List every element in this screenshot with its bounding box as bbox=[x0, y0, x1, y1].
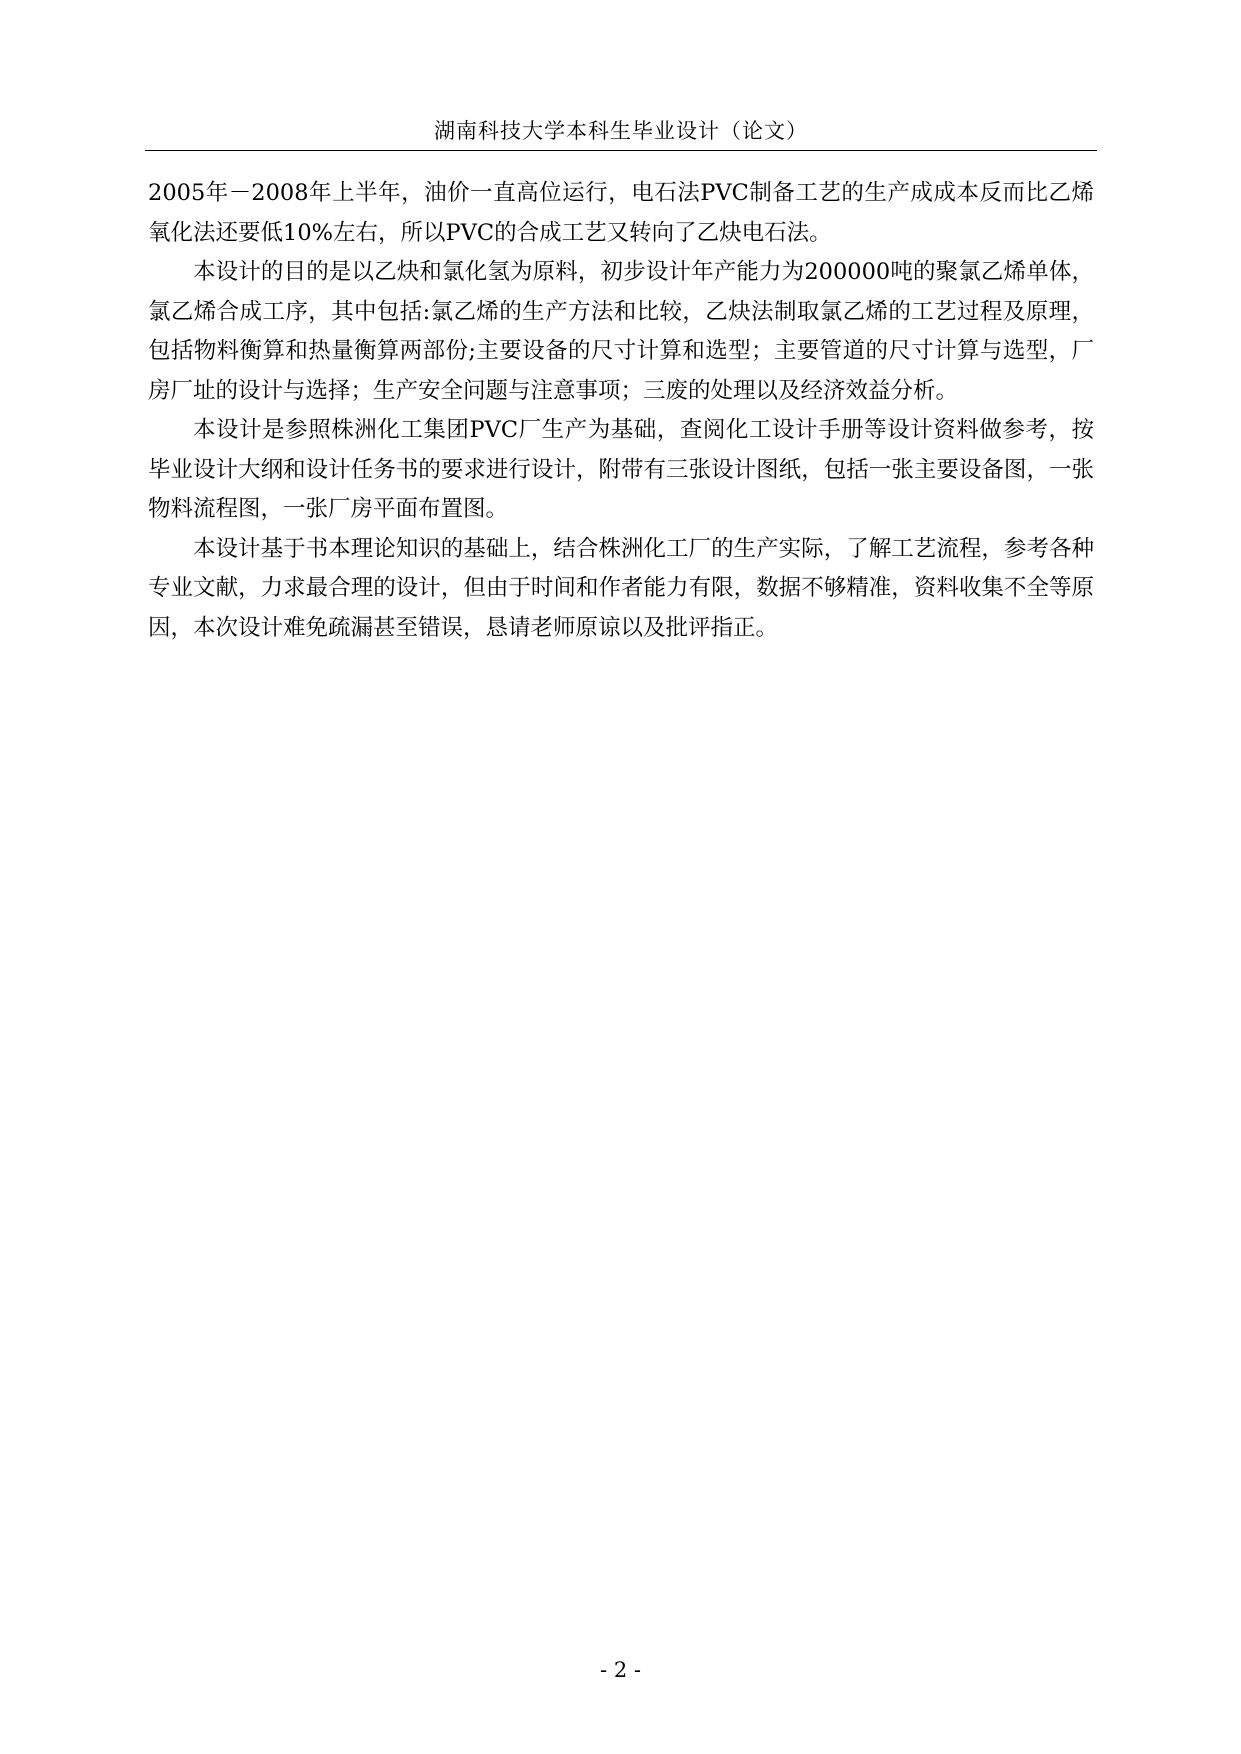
paragraph-design-basis: 本设计是参照株洲化工集团PVC厂生产为基础，查阅化工设计手册等设计资料做参考，按毕业设计大纲和设计任务书的要求进行设计，附带有三张设计图纸，包括一张主要设备图，一张物料流程图，一张厂房平面布置图。 bbox=[148, 417, 1094, 522]
paragraph-design-notes: 本设计基于书本理论知识的基础上，结合株洲化工厂的生产实际，了解工艺流程，参考各种专业文献，力求最合理的设计，但由于时间和作者能力有限，数据不够精准，资料收集不全等原因，本次设计难免疏漏甚至错误，恳请老师原谅以及批评指正。 bbox=[148, 535, 1094, 641]
page-number: - 2 - bbox=[600, 1658, 641, 1682]
paragraph-design-purpose: 本设计的目的是以乙炔和氯化氢为原料，初步设计年产能力为200000吨的聚氯乙烯单体，氯乙烯合成工序，其中包括:氯乙烯的生产方法和比较，乙炔法制取氯乙烯的工艺过程及原理，包括物料衡算和热量衡算两部份;主要设备的尺寸计算和选型；主要管道的尺寸计算与选型，厂房厂址的设计与选择；生产安全问题与注意事项；三废的处理以及经济效益分析。 bbox=[148, 259, 1094, 404]
paragraph-continued: 2005年－2008年上半年，油价一直高位运行，电石法PVC制备工艺的生产成成本反而比乙烯氧化法还要低10%左右，所以PVC的合成工艺又转向了乙炔电石法。 bbox=[148, 180, 1094, 246]
header-divider bbox=[145, 150, 1097, 151]
document-body bbox=[148, 174, 1094, 648]
page-header-title: 湖南科技大学本科生毕业设计（论文） bbox=[434, 119, 808, 143]
